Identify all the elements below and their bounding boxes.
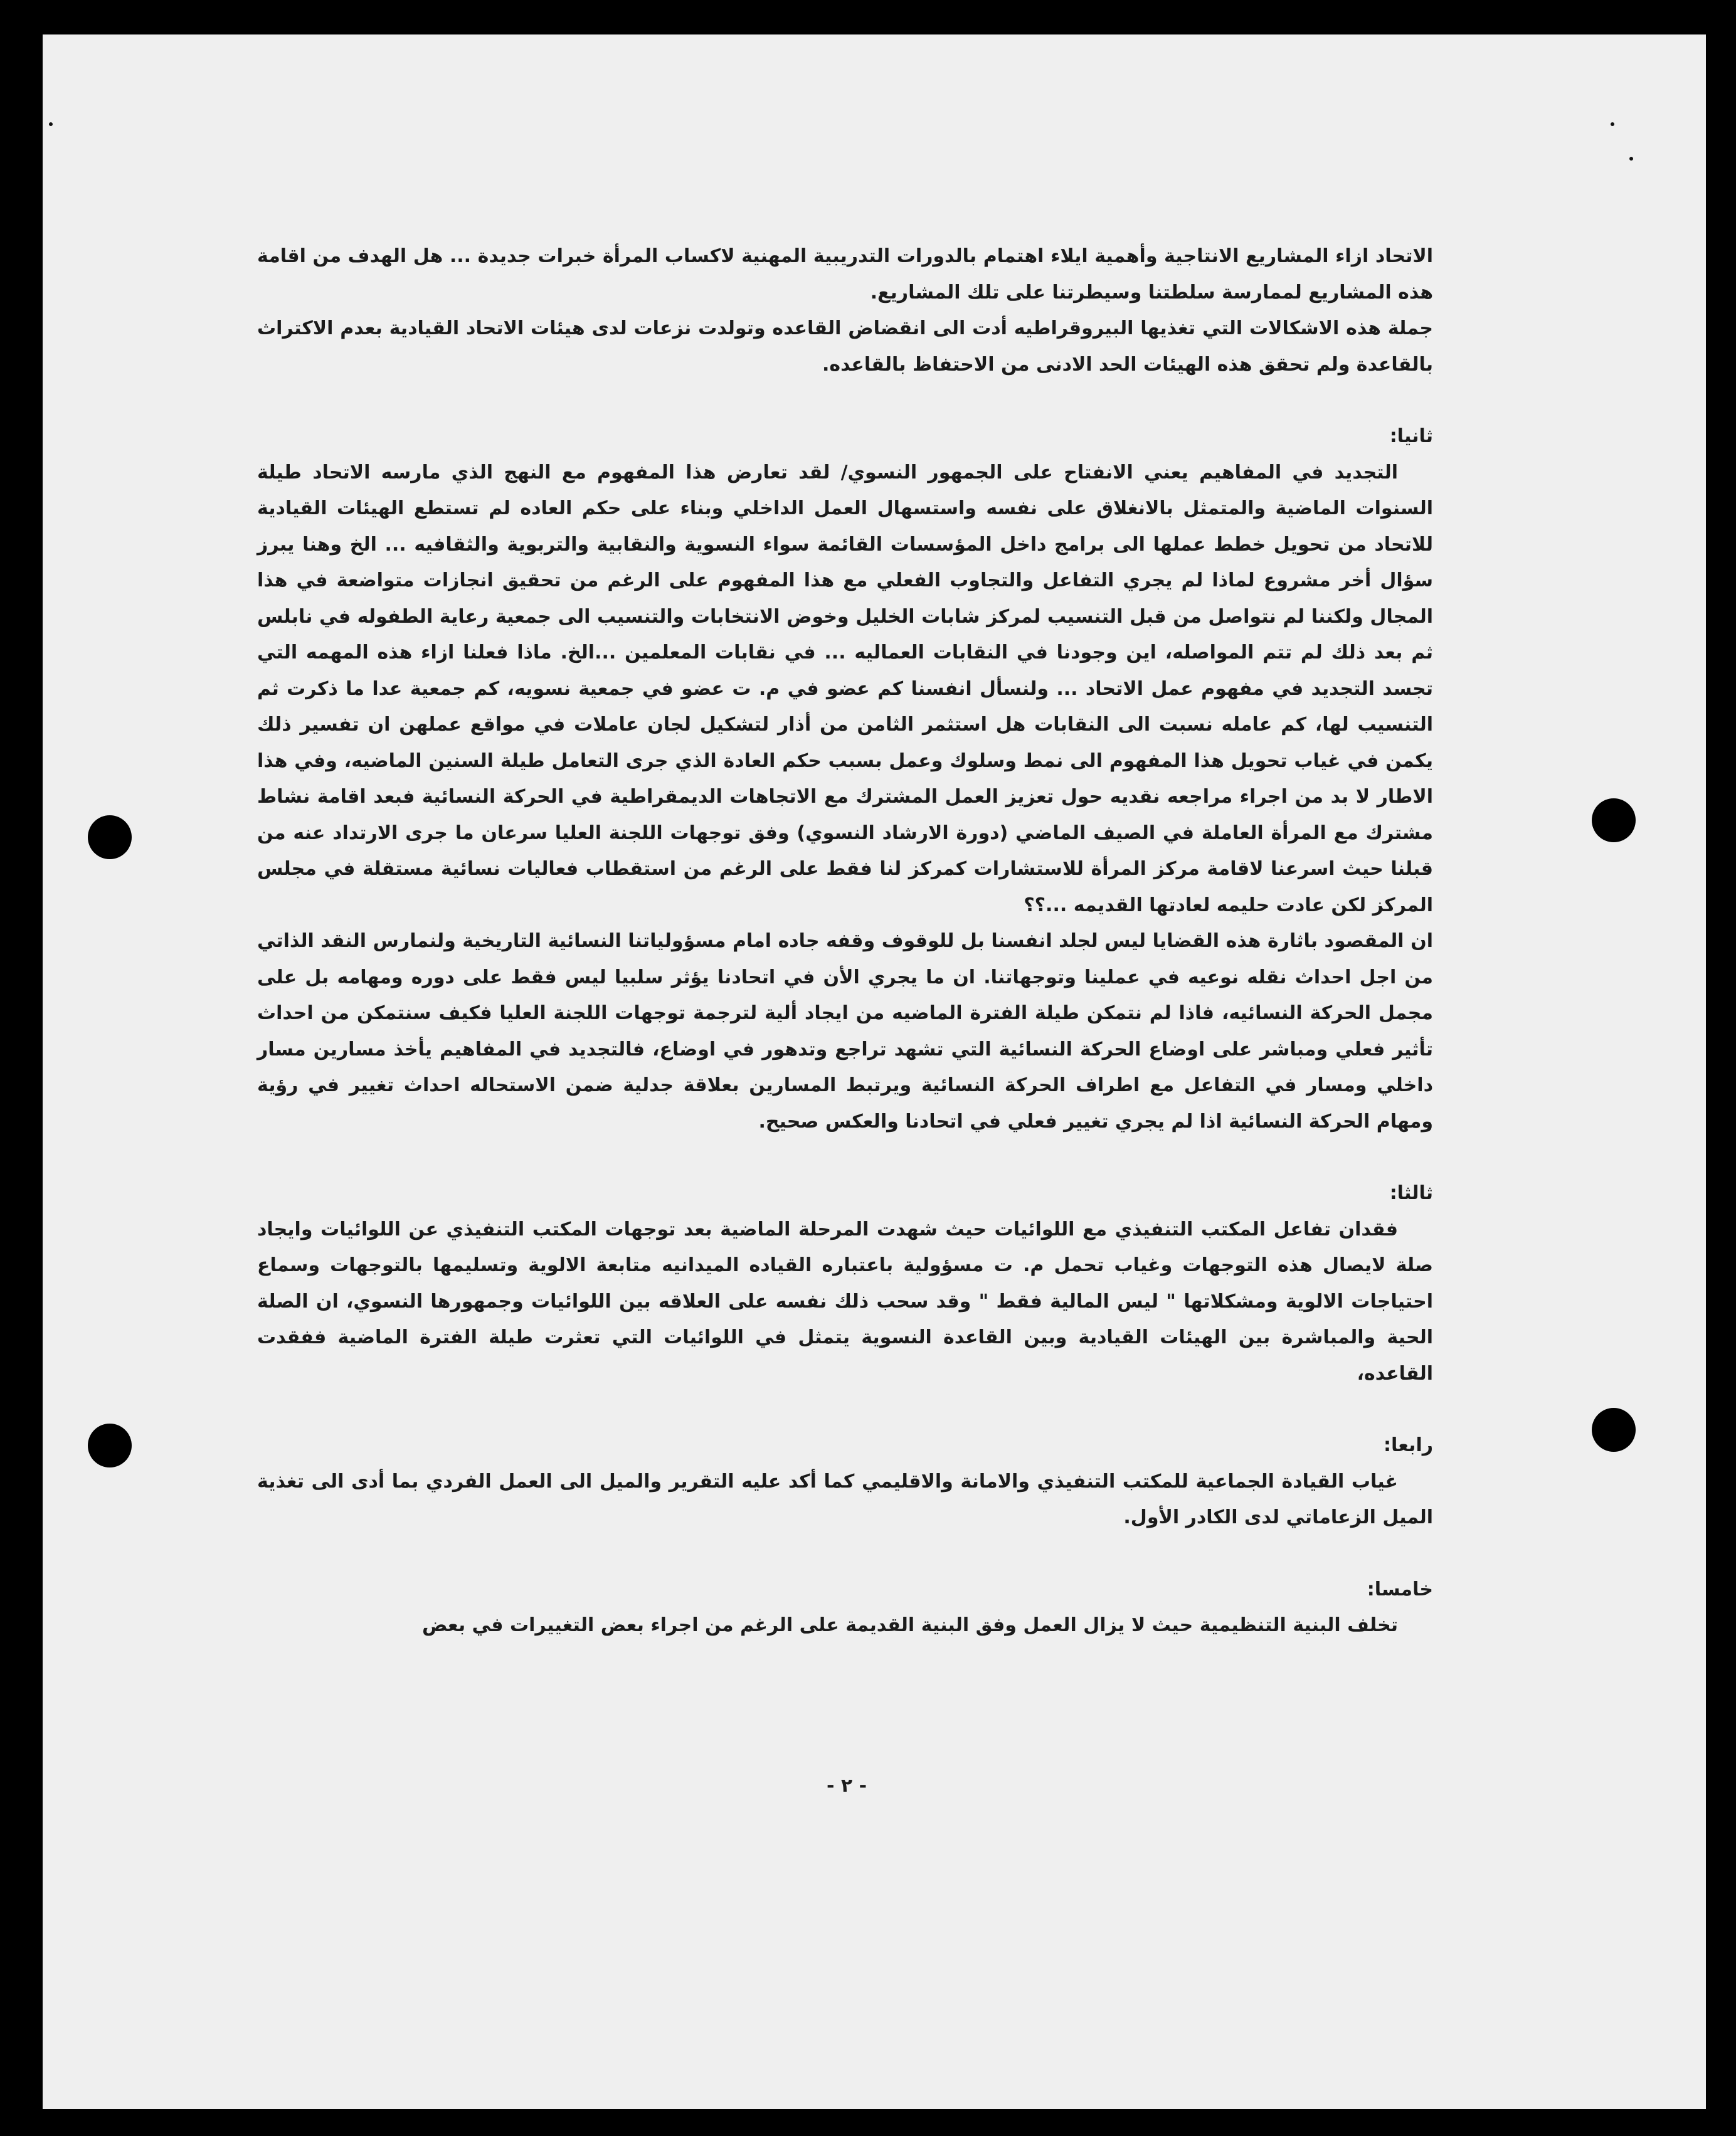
section-second-paragraph-1: التجديد في المفاهيم يعني الانفتاح على الجمهور النسوي/ لقد تعارض هذا المفهوم مع النهج الذي مارسه الاتحاد طيلة السنوات الماضية والمتمثل بالانغلاق على نفسه واستسهال العمل الداخلي وبناء على حكم العاده لم تستطع الهيئات القيادية للاتحاد من تحويل خطط عملها الى برامج داخل المؤسسات القائمة سواء النسوية والنقابية والتربوية والثقافيه ... الخ وهنا يبرز سؤال أخر مشروع لماذا لم يجري التفاعل والتجاوب الفعلي مع هذا المفهوم على الرغم من تحقيق انجازات متواضعة في هذا المجال ولكننا لم نتواصل من قبل التنسيب لمركز شابات الخليل وخوض الانتخابات والتنسيب الى جمعية رعاية الطفوله في نابلس ثم بعد ذلك لم تتم المواصله، اين وجودنا في النقابات العماليه ... في نقابات المعلمين ...الخ. ماذا فعلنا ازاء هذه المهمه التي تجسد التجديد في مفهوم عمل الاتحاد ... ولنسأل انفسنا كم عضو في م. ت عضو في جمعية نسويه، كم جمعية عدا ما ذكرت ثم التنسيب لها، كم عامله نسبت الى النقابات هل استثمر الثامن من أذار لتشكيل لجان عاملات في مواقع عملهن ان تفسير ذلك يكمن في غياب تحويل هذا المفهوم الى نمط وسلوك وعمل بسبب حكم العادة الذي جرى التعامل طيلة السنين الماضيه، وفي هذا الاطار لا بد من اجراء مراجعه نقديه حول تعزيز العمل المشترك مع الاتجاهات الديمقراطية في الحركة النسائية فبعد اقامة نشاط مشترك مع المرأة العاملة في الصيف الماضي (دورة الارشاد النسوي) وفق توجهات اللجنة العليا سرعان ما جرى الارتداد عنه من قبلنا حيث اسرعنا لاقامة مركز المرأة للاستشارات كمركز لنا فقط على الرغم من استقطاب فعاليات نسائية مستقلة في مجلس المركز لكن عادت حليمه لعادتها القديمه ...؟؟ (257, 461, 1433, 916)
section-fifth-paragraph: تخلف البنية التنظيمية حيث لا يزال العمل وفق البنية القديمة على الرغم من اجراء بعض التغييرات في بعض (421, 1614, 1398, 1636)
section-heading-fourth: رابعا: (1383, 1434, 1433, 1456)
intro-paragraph: الاتحاد ازاء المشاريع الانتاجية وأهمية ايلاء اهتمام بالدورات التدريبية المهنية لاكساب المرأة خبرات جديدة ... هل الهدف من اقامة هذه المشاريع لممارسة سلطتنا وسيطرتنا على تلك المشاريع. (257, 245, 1433, 304)
section-heading-fifth: خامسا: (1367, 1578, 1433, 1600)
punch-hole-right-top (1592, 798, 1636, 842)
intro-paragraph-2: جملة هذه الاشكالات التي تغذيها البيروقراطيه أدت الى انقضاض القاعده وتولدت نزعات لدى هيئات الاتحاد القيادية بعدم الاكتراث بالقاعدة ولم تحقق هذه الهيئات الحد الادنى من الاحتفاظ بالقاعده. (257, 317, 1433, 376)
punch-hole-right-bottom (1592, 1408, 1636, 1452)
scan-speck (1629, 157, 1633, 161)
section-heading-second: ثانيا: (1389, 425, 1433, 447)
section-heading-third: ثالثا: (1389, 1182, 1433, 1204)
section-fourth-paragraph: غياب القيادة الجماعية للمكتب التنفيذي والامانة والاقليمي كما أكد عليه التقرير والميل الى العمل الفردي بما أدى الى تغذية الميل الزعاماتي لدى الكادر الأول. (257, 1470, 1433, 1528)
scan-speck (1611, 122, 1614, 126)
document-body (257, 238, 1433, 1644)
punch-hole-left-bottom (88, 1424, 132, 1467)
scan-speck (49, 122, 53, 126)
punch-hole-left-top (88, 815, 132, 859)
section-third-paragraph: فقدان تفاعل المكتب التنفيذي مع اللوائيات حيث شهدت المرحلة الماضية بعد توجهات المكتب التنفيذي عن اللوائيات وايجاد صلة لايصال هذه التوجهات وغياب تحمل م. ت مسؤولية باعتباره القياده الميدانيه متابعة الالوية وتسليمها بالتوجهات وسماع احتياجات الالوية ومشكلاتها " ليس المالية فقط " وقد سحب ذلك نفسه على العلاقه بين اللوائيات وجمهورها النسوي، ان الصلة الحية والمباشرة بين الهيئات القيادية وبين القاعدة النسوية يتمثل في اللوائيات التي تعثرت طيلة الفترة الماضية ففقدت القاعده، (257, 1218, 1433, 1385)
section-second-paragraph-2: ان المقصود باثارة هذه القضايا ليس لجلد انفسنا بل للوقوف وقفه جاده امام مسؤولياتنا النسائية التاريخية ولنمارس النقد الذاتي من اجل احداث نقله نوعيه في عملينا وتوجهاتنا. ان ما يجري الأن في اتحادنا يؤثر سلبيا ليس فقط على دوره ومهامه بل على مجمل الحركة النسائيه، فاذا لم نتمكن طيلة الفترة الماضيه من ايجاد ألية لترجمة توجهات اللجنة العليا فكيف سنتمكن من احداث تأثير فعلي ومباشر على اوضاع الحركة النسائية التي تشهد تراجع وتدهور في اوضاع، فالتجديد في المفاهيم يأخذ مسارين مسار داخلي ومسار في التفاعل مع اطراف الحركة النسائية ويرتبط المسارين بعلاقة جدلية ضمن الاستحاله احداث تغيير في رؤية ومهام الحركة النسائية اذا لم يجري تغيير فعلي في اتحادنا والعكس صحيح. (257, 930, 1433, 1133)
page-number: - ٢ - (826, 1775, 867, 1797)
